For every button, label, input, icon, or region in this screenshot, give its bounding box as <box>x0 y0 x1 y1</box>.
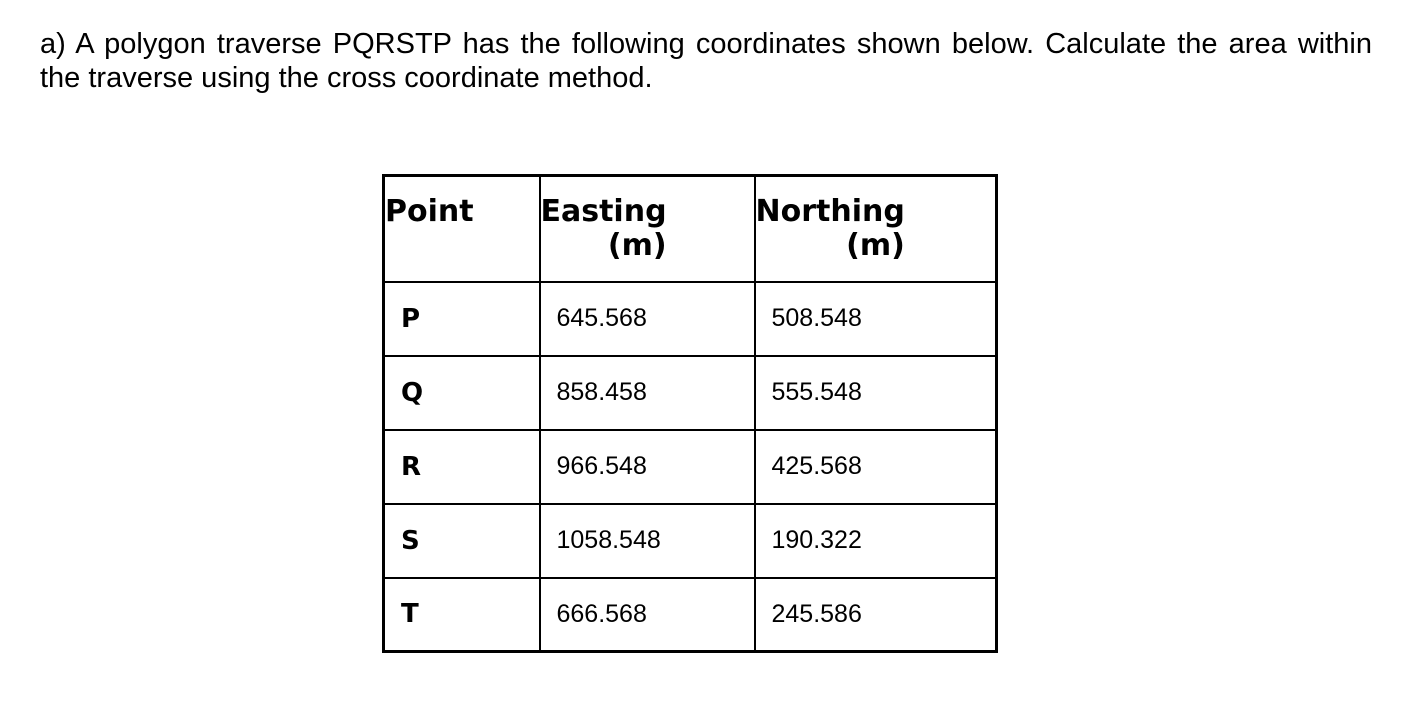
easting-cell: 645.568 <box>540 282 755 356</box>
header-northing-unit: (m) <box>846 228 905 263</box>
header-easting <box>540 176 755 282</box>
header-northing-label: Northing <box>755 194 905 229</box>
table-row <box>384 356 997 430</box>
header-easting-label: Easting <box>540 194 667 229</box>
easting-cell: 966.548 <box>540 430 755 504</box>
point-cell: P <box>384 282 540 356</box>
easting-cell: 858.458 <box>540 356 755 430</box>
northing-cell: 245.586 <box>755 578 997 652</box>
northing-cell: 190.322 <box>755 504 997 578</box>
table-header-row <box>384 176 997 282</box>
table-row <box>384 430 997 504</box>
header-point-label: Point <box>385 194 474 229</box>
header-northing <box>755 176 997 282</box>
question-text: a) A polygon traverse PQRSTP has the following coordinates shown below. Calculate the area within the traverse using the cross coordinate method. <box>40 28 1372 94</box>
easting-cell: 1058.548 <box>540 504 755 578</box>
table-row <box>384 504 997 578</box>
point-cell: T <box>384 578 540 652</box>
header-point <box>384 176 540 282</box>
northing-cell: 425.568 <box>755 430 997 504</box>
point-cell: S <box>384 504 540 578</box>
header-easting-unit: (m) <box>607 228 667 263</box>
northing-cell: 508.548 <box>755 282 997 356</box>
point-cell: R <box>384 430 540 504</box>
point-cell: Q <box>384 356 540 430</box>
easting-cell: 666.568 <box>540 578 755 652</box>
table-row <box>384 578 997 652</box>
coordinates-table <box>382 174 998 653</box>
northing-cell: 555.548 <box>755 356 997 430</box>
table-row <box>384 282 997 356</box>
